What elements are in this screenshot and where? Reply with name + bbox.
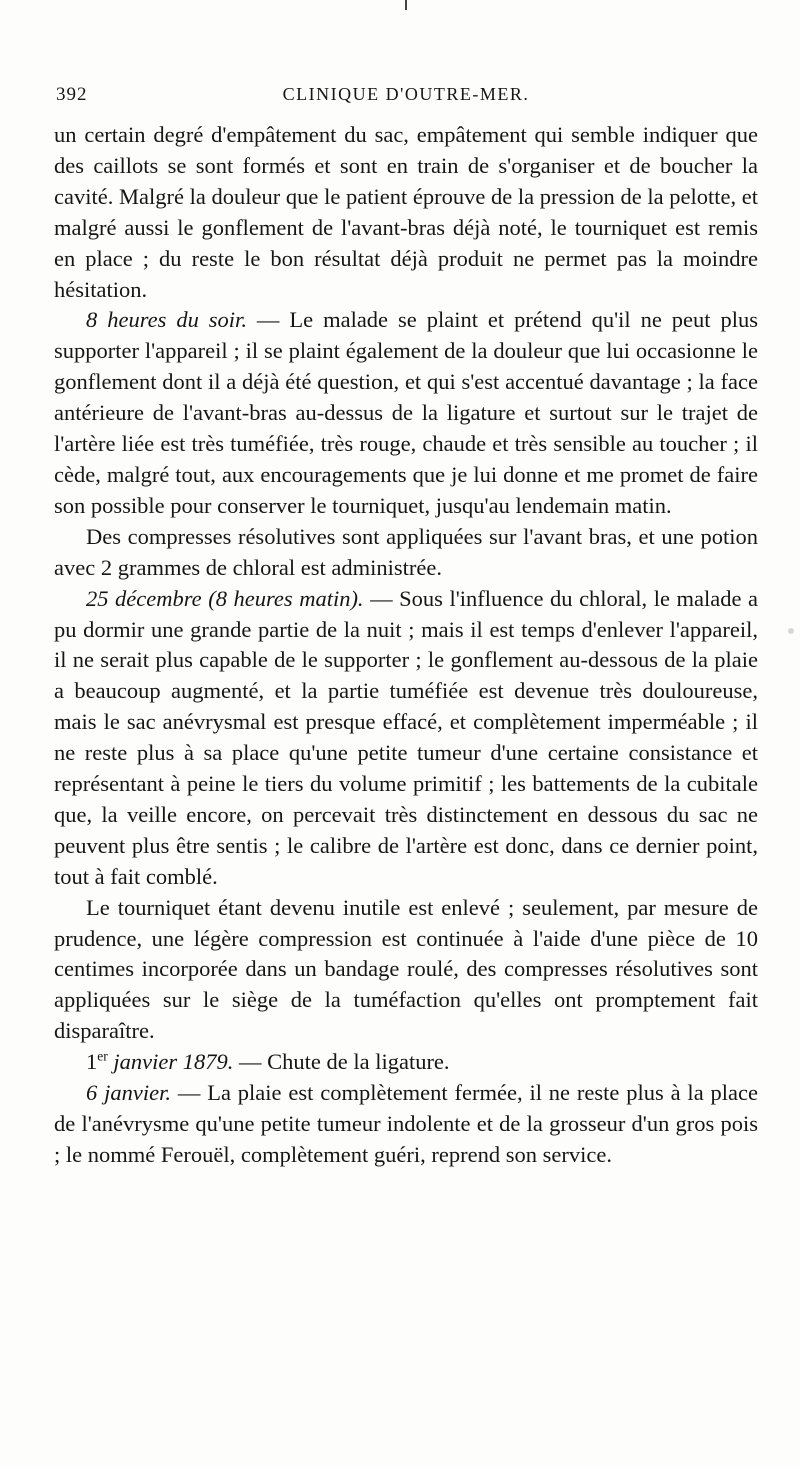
top-edge-mark: [405, 0, 407, 10]
paragraph-text: — Chute de la ligature.: [233, 1049, 450, 1075]
paragraph-6-janvier: [54, 1078, 758, 1171]
paragraph-tourniquet-enleve: [54, 893, 758, 1048]
paragraph-text: un certain degré d'empâtement du sac, empâtement qui semble indiquer que des caillots se sont formés et sont en train de s'organiser et de boucher la cavité. Malgré la douleur que le patient éprouve de la pression de la pelotte, et malgré aussi le gonflement de l'avant-bras déjà noté, le tourniquet est remis en place ; du reste le bon résultat déjà produit ne permet pas la moindre hésitation.: [54, 122, 758, 302]
paragraph-lead-superscript: er: [97, 1048, 108, 1064]
paragraph-text: — Sous l'influence du chloral, le malade a pu dormir une grande partie de la nuit ; mais il est temps d'enlever l'appareil, il ne serait plus capable de le supporter ; le gonflement au-dessous de la plaie a beaucoup augmenté, et la partie tuméfiée est devenue très douloureuse, mais le sac anévrysmal est presque effacé, et complètement imperméable ; il ne reste plus à sa place qu'une petite tumeur d'une certaine consistance et représentant à peine le tiers du volume primitif ; les battements de la cubitale que, la veille encore, on percevait très distinctement en dessous du sac ne peuvent plus être sentis ; le calibre de l'artère est donc, dans ce dernier point, tout à fait comblé.: [54, 585, 758, 889]
paragraph-text: Le tourniquet étant devenu inutile est enlevé ; seulement, par mesure de prudence, une légère compression est continuée à l'aide d'une pièce de 10 centimes incorporée dans un bandage roulé, des compresses résolutives sont appliquées sur le siège de la tuméfaction qu'elles ont promptement fait disparaître.: [54, 894, 758, 1044]
paragraph-lead: 25 décembre (8 heures matin).: [86, 585, 364, 611]
paragraph-lead: 1: [86, 1049, 98, 1075]
paragraph-8-heures-du-soir: [54, 305, 758, 521]
paragraph-continuation: [54, 120, 758, 305]
paragraph-lead: 8 heures du soir.: [86, 307, 247, 333]
paragraph-25-decembre: [54, 584, 758, 893]
page-body: [54, 120, 758, 1171]
paragraph-text: Des compresses résolutives sont appliquées sur l'avant bras, et une potion avec 2 grammes de chloral est administrée.: [54, 523, 758, 580]
paper-stain: [788, 628, 794, 634]
paragraph-text: — Le malade se plaint et prétend qu'il ne peut plus supporter l'appareil ; il se plaint également de la douleur que lui occasionne le gonflement dont il a déjà été question, et qui s'est accentué davantage ; la face antérieure de l'avant-bras au-dessus de la ligature et surtout sur le trajet de l'artère liée est très tuméfiée, très rouge, chaude et très sensible au toucher ; il cède, malgré tout, aux encouragements que je lui donne et me promet de faire son possible pour conserver le tourniquet, jusqu'au lendemain matin.: [54, 307, 759, 518]
page-header: [54, 84, 758, 114]
paragraph-lead: 6 janvier.: [86, 1080, 171, 1106]
running-title: CLINIQUE D'OUTRE-MER.: [282, 84, 530, 104]
paragraph-compresses: [54, 522, 758, 584]
page-number: 392: [56, 84, 88, 105]
document-page: [54, 84, 758, 1171]
paragraph-lead-date: janvier 1879.: [107, 1049, 234, 1075]
paragraph-text: — La plaie est complètement fermée, il ne reste plus à la place de l'anévrysme qu'une petite tumeur indolente et de la grosseur d'un gros pois ; le nommé Ferouël, complètement guéri, reprend son service.: [54, 1080, 758, 1167]
paragraph-1er-janvier: [54, 1047, 758, 1078]
